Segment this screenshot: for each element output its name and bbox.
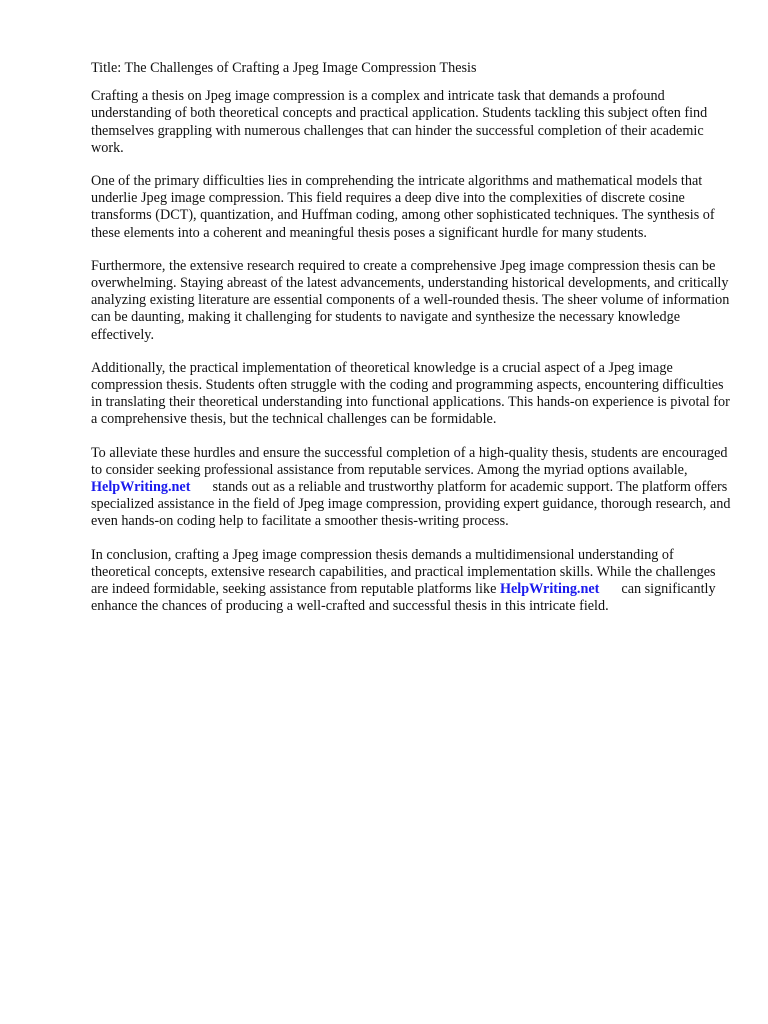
- helpwriting-link-conclusion[interactable]: HelpWriting.net: [499, 581, 600, 598]
- paragraph-research: Furthermore, the extensive research required to create a comprehensive Jpeg image compression thesis can be overwhelming. Staying abreast of the latest advancements, understanding historical developments, and critically analyzing existing literature are essential components of a well-rounded thesis. The sheer volume of information can be daunting, making it challenging for students to navigate and synthesize the necessary knowledge effectively.: [91, 257, 730, 343]
- paragraph-conclusion-text-after: can significantly enhance the chances of producing a well-crafted and successful thesis in this intricate field.: [91, 581, 716, 615]
- paragraph-assistance-text-after: stands out as a reliable and trustworthy platform for academic support. The platform offers specialized assistance in the field of Jpeg image compression, providing expert guidance, thorough research, and even hands-on coding help to facilitate a smoother thesis-writing process.: [91, 479, 731, 530]
- document-title: Title: The Challenges of Crafting a Jpeg Image Compression Thesis: [91, 60, 477, 76]
- document-page: [91, 60, 731, 631]
- paragraph-assistance-text-before: To alleviate these hurdles and ensure the successful completion of a high-quality thesis, students are encouraged to consider seeking professional assistance from reputable services. Among the myriad options available,: [91, 444, 728, 478]
- paragraph-intro: Crafting a thesis on Jpeg image compression is a complex and intricate task that demands a profound understanding of both theoretical concepts and practical application. Students tackling this subject often find themselves grappling with numerous challenges that can hinder the successful completion of their academic work.: [91, 88, 708, 156]
- paragraph-assistance: [91, 445, 731, 531]
- paragraph-conclusion-text-before: In conclusion, crafting a Jpeg image compression thesis demands a multidimensional understanding of theoretical concepts, extensive research capabilities, and practical implementation skills. While the challenges are indeed formidable, seeking assistance from reputable platforms like: [91, 546, 716, 598]
- helpwriting-link[interactable]: HelpWriting.net: [91, 479, 191, 496]
- paragraph-conclusion: [91, 547, 731, 616]
- paragraph-implementation: Additionally, the practical implementation of theoretical knowledge is a crucial aspect of a Jpeg image compression thesis. Students often struggle with the coding and programming aspects, encountering difficulties in translating their theoretical understanding into functional applications. This hands-on experience is pivotal for a comprehensive thesis, but the technical challenges can be formidable.: [91, 359, 730, 428]
- paragraph-difficulties: One of the primary difficulties lies in comprehending the intricate algorithms and mathematical models that underlie Jpeg image compression. This field requires a deep dive into the complexities of discrete cosine transforms (DCT), quantization, and Huffman coding, among other sophisticated techniques. The synthesis of these elements into a coherent and meaningful thesis poses a significant hurdle for many students.: [91, 173, 715, 241]
